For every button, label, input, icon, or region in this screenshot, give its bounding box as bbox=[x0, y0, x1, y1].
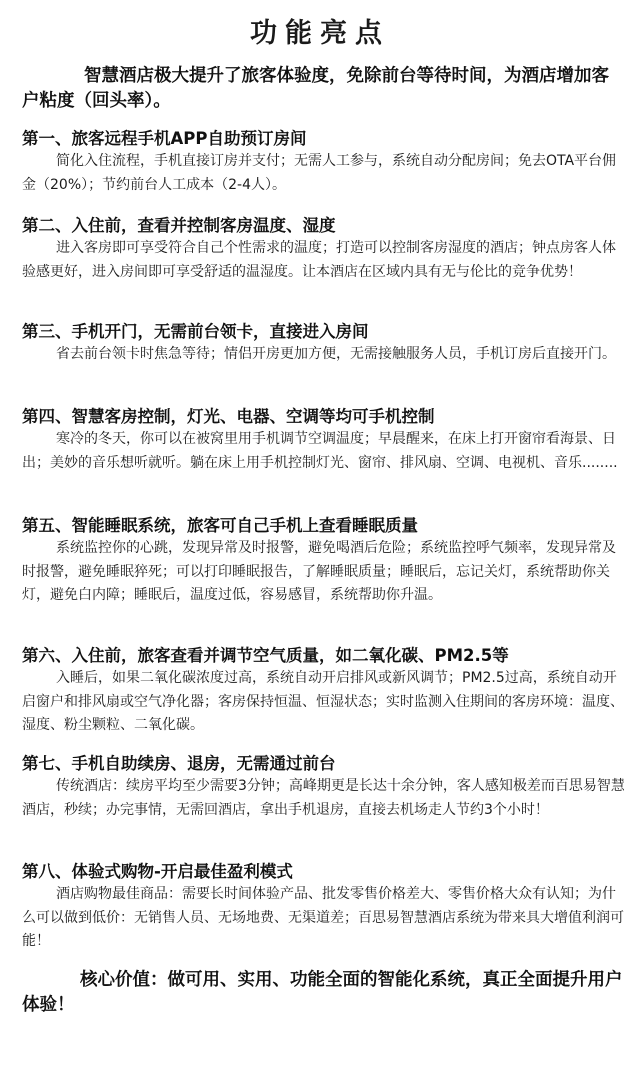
section-body: 省去前台领卡时焦急等待；情侣开房更加方便，无需接触服务人员，手机订房后直接开门。 bbox=[56, 346, 616, 362]
section-heading: 第八、体验式购物-开启最佳盈利模式 bbox=[22, 862, 293, 881]
section-4 bbox=[22, 405, 626, 475]
section-3 bbox=[22, 320, 626, 367]
section-heading: 第六、入住前，旅客查看并调节空气质量，如二氧化碳、PM2.5等 bbox=[22, 646, 509, 665]
section-7 bbox=[22, 752, 626, 822]
section-heading: 第一、旅客远程手机APP自助预订房间 bbox=[22, 129, 307, 148]
section-body: 入睡后，如果二氧化碳浓度过高，系统自动开启排风或新风调节；PM2.5过高，系统自动开启窗户和排风扇或空气净化器；客房保持恒温、恒湿状态；实时监测入住期间的客房环境：温度、湿度、粉尘颗粒、二氧化碳。 bbox=[22, 670, 624, 733]
section-body: 简化入住流程，手机直接订房并支付；无需人工参与，系统自动分配房间；免去OTA平台佣金（20%）；节约前台人工成本（2-4人）。 bbox=[22, 153, 617, 193]
section-heading: 第四、智慧客房控制，灯光、电器、空调等均可手机控制 bbox=[22, 407, 435, 426]
section-body: 传统酒店：续房平均至少需要3分钟；高峰期更是长达十余分钟，客人感知极差而百思易智慧酒店，秒续；办完事情，无需回酒店，拿出手机退房，直接去机场走人节约3个小时！ bbox=[22, 778, 625, 818]
section-body: 系统监控你的心跳，发现异常及时报警，避免喝酒后危险；系统监控呼气频率，发现异常及时报警，避免睡眠猝死；可以打印睡眠报告，了解睡眠质量；睡眠后，忘记关灯，系统帮助你关灯，避免白内障；睡眠后，温度过低，容易感冒，系统帮助你升温。 bbox=[22, 540, 616, 603]
section-heading: 第三、手机开门，无需前台领卡，直接进入房间 bbox=[22, 322, 369, 341]
page-title: 功能亮点 bbox=[250, 18, 390, 49]
section-body: 进入客房即可享受符合自己个性需求的温度；打造可以控制客房湿度的酒店；钟点房客人体验感更好，进入房间即可享受舒适的温湿度。让本酒店在区域内具有无与伦比的竞争优势！ bbox=[22, 240, 616, 280]
section-heading: 第二、入住前，查看并控制客房温度、湿度 bbox=[22, 216, 336, 235]
section-body: 寒冷的冬天，你可以在被窝里用手机调节空调温度；早晨醒来，在床上打开窗帘看海景、日出；美妙的音乐想听就听。躺在床上用手机控制灯光、窗帘、排风扇、空调、电视机、音乐........ bbox=[22, 431, 618, 471]
section-6 bbox=[22, 644, 626, 738]
section-5 bbox=[22, 514, 626, 608]
core-value-statement: 核心价值：做可用、实用、功能全面的智能化系统，真正全面提升用户体验！ bbox=[22, 970, 623, 1015]
section-body: 酒店购物最佳商品：需要长时间体验产品、批发零售价格差大、零售价格大众有认知；为什么可以做到低价：无销售人员、无场地费、无渠道差；百思易智慧酒店系统为带来具大增值利润可能！ bbox=[22, 886, 624, 949]
section-1 bbox=[22, 127, 626, 197]
section-heading: 第五、智能睡眠系统，旅客可自己手机上查看睡眠质量 bbox=[22, 516, 418, 535]
section-8 bbox=[22, 860, 626, 954]
section-2 bbox=[22, 214, 626, 284]
section-heading: 第七、手机自助续房、退房，无需通过前台 bbox=[22, 754, 336, 773]
intro-paragraph: 智慧酒店极大提升了旅客体验度，免除前台等待时间，为酒店增加客户粘度（回头率）。 bbox=[22, 66, 609, 111]
